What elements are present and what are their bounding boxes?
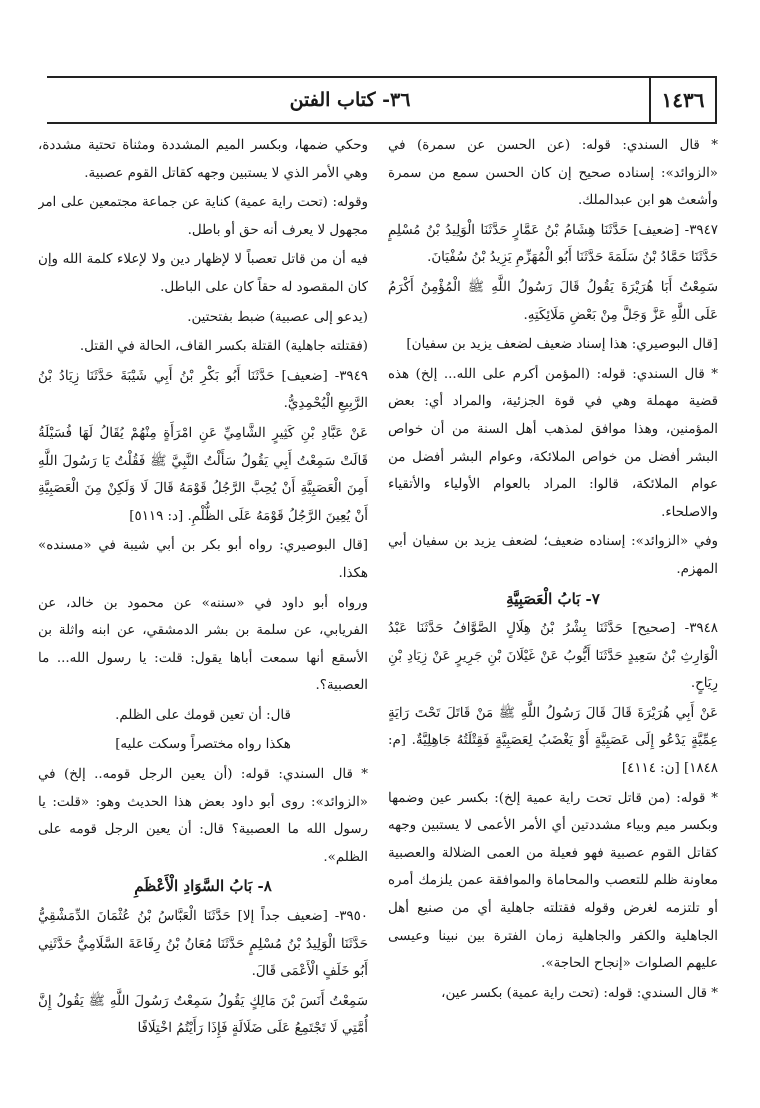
hadith-matn: سَمِعْتُ أَنَسَ بْنَ مَالِكٍ يَقُولُ سَمِعْتُ رَسُولَ اللَّهِ ﷺ يَقُولُ إِنَّ أُمَّتِي لَا تَجْتَمِعُ عَلَى ضَلَالَةٍ فَإِذَا رَأَيْتُمُ اخْتِلَافًا	[38, 993, 368, 1037]
section-heading: ٧- بَابُ الْعَصَبِيَّةِ	[506, 589, 600, 608]
page-header	[47, 76, 717, 124]
centered-line: هكذا رواه مختصراً وسكت عليه]	[115, 737, 291, 753]
paragraph: وفي «الزوائد»: إسناده ضعيف؛ لضعف يزيد بن سفيان أبي المهزم.	[388, 534, 718, 577]
chapter-title: ٣٦- كتاب الفتن	[289, 89, 411, 111]
paragraph: * قوله: (من قاتل تحت راية عمية إلخ): بكسر عين وضمها وبكسر ميم وبياء مشددتين أي الأمر الأعمى لا يستبين وجهه كقاتل القوم عصبية فهو فعيلة من العمى الضلالة والعصبية معاونة ظلم للتعصب والمحاماة والموافقة عمن يلزمك أمره أو تلتزمه لغرض وقوله فقتلته جاهلية أي من صنيع أهل الجاهلية والكفر والجاهلية زمان الفترة بين نبينا وعيسى عليهم الصلوات «إنجاح الحاجة».	[388, 790, 718, 972]
paragraph: (يدعو إلى عصبية) ضبط بفتحتين.	[187, 309, 368, 325]
left-column	[38, 132, 368, 1102]
hadith-isnad: ٣٩٤٩- [ضعيف] حَدَّثَنَا أَبُو بَكْرِ بْنُ أَبِي شَيْبَةَ حَدَّثَنَا زِيَادُ بْنُ الرَّبِيعِ الْيُحْمِدِيُّ.	[38, 368, 368, 412]
paragraph: [قال البوصيري: هذا إسناد ضعيف لضعف يزيد بن سفيان]	[406, 337, 718, 353]
page-number-box	[649, 78, 717, 122]
paragraph: وحكي ضمها، وبكسر الميم المشددة ومثناة تحتية مشددة، وهي الأمر الذي لا يستبين وجهه كقاتل القوم عصبية.	[38, 138, 368, 181]
paragraph: * قال السندي: قوله: (تحت راية عمية) بكسر عين،	[441, 985, 718, 1001]
paragraph: * قال السندي: قوله: (أن يعين الرجل قومه.. إلخ) في «الزوائد»: روى أبو داود بعض هذا الحديث وهو: «قلت: يا رسول الله ما العصبية؟ قال: أن يعين الرجل قومه على الظلم».	[38, 767, 368, 865]
section-heading: ٨- بَابُ السَّوَادِ الْأَعْظَمِ	[134, 877, 272, 896]
hadith-matn: عَنْ أَبِي هُرَيْرَةَ قَالَ قَالَ رَسُولُ اللَّهِ ﷺ مَنْ قَاتَلَ تَحْتَ رَايَةٍ عِمِّيَّةٍ يَدْعُو إِلَى عَصَبِيَّةٍ أَوْ يَغْضَبُ لِعَصَبِيَّةٍ فَقِتْلَتُهُ جَاهِلِيَّةٌ. [م: ١٨٤٨] [ن: ٤١١٤]	[388, 705, 718, 777]
paragraph: [قال البوصيري: رواه أبو بكر بن أبي شيبة في «مسنده» هكذا.	[38, 538, 368, 581]
hadith-isnad: ٣٩٤٨- [صحيح] حَدَّثَنَا بِشْرُ بْنُ هِلَالٍ الصَّوَّافُ حَدَّثَنَا عَبْدُ الْوَارِثِ بْنُ سَعِيدٍ حَدَّثَنَا أَيُّوبُ عَنْ غَيْلَانَ بْنِ جَرِيرٍ عَنْ زِيَادِ بْنِ رِيَاحٍ.	[388, 621, 718, 692]
paragraph: (فقتلته جاهلية) القتلة بكسر القاف، الحالة في القتل.	[79, 339, 368, 355]
centered-line: قال: أن تعين قومك على الظلم.	[115, 707, 291, 723]
paragraph: وقوله: (تحت راية عمية) كناية عن جماعة مجتمعين على امر مجهول لا يعرف أنه حق أو باطل.	[38, 195, 368, 238]
paragraph: * قال السندي: قوله: (المؤمن أكرم على الله... إلخ) هذه قضية مهملة وهي في قوة الجزئية، والمراد أي: بعض المؤمنين، وهذا موافق لمذهب أهل السنة من أن خواص البشر أفضل من خواص الملائكة، وعوام البشر أفضل من عوام الملائكة، قالوا: المراد بالعوام الأولياء والأتقياء والاصلحاء.	[388, 366, 718, 520]
paragraph: * قال السندي: قوله: (عن الحسن عن سمرة) في «الزوائد»: إسناده صحيح إن كان الحسن سمع من سمرة وأشعث هو ابن عبدالملك.	[388, 138, 718, 209]
paragraph: ورواه أبو داود في «سننه» عن محمود بن خالد، عن الفريابي، عن سلمة بن بشر الدمشقي، عن ابنه واثلة بن الأسقع أنها سمعت أباها يقول: قلت: يا رسول الله... ما العصبية؟.	[38, 595, 368, 694]
hadith-matn: سَمِعْتُ أَبَا هُرَيْرَةَ يَقُولُ قَالَ رَسُولُ اللَّهِ ﷺ الْمُؤْمِنُ أَكْرَمُ عَلَى اللَّهِ عَزَّ وَجَلَّ مِنْ بَعْضِ مَلَائِكَتِهِ.	[388, 279, 718, 323]
page-number: ١٤٣٦	[661, 88, 705, 112]
hadith-isnad: ٣٩٥٠- [ضعيف جداً إلا] حَدَّثَنَا الْعَبَّاسُ بْنُ عُثْمَانَ الدِّمَشْقِيُّ حَدَّثَنَا الْوَلِيدُ بْنُ مُسْلِمٍ حَدَّثَنَا مُعَانُ بْنُ رِفَاعَةَ السَّلَامِيُّ حَدَّثَنِي أَبُو خَلَفٍ الْأَعْمَى قَالَ.	[38, 909, 368, 980]
right-column	[388, 132, 718, 1102]
hadith-isnad: ٣٩٤٧- [ضعيف] حَدَّثَنَا هِشَامُ بْنُ عَمَّارٍ حَدَّثَنَا الْوَلِيدُ بْنُ مُسْلِمٍ حَدَّثَنَا حَمَّادُ بْنُ سَلَمَةَ حَدَّثَنَا أَبُو الْمُهَزِّمِ يَزِيدُ بْنُ سُفْيَانَ.	[388, 222, 718, 266]
hadith-matn: عَنْ عَبَّادِ بْنِ كَثِيرٍ الشَّامِيِّ عَنِ امْرَأَةٍ مِنْهُمْ يُقَالُ لَهَا فُسَيْلَةُ قَالَتْ سَمِعْتُ أَبِي يَقُولُ سَأَلْتُ النَّبِيَّ ﷺ فَقُلْتُ يَا رَسُولَ اللَّهِ أَمِنَ الْعَصَبِيَّةِ أَنْ يُحِبَّ الرَّجُلُ قَوْمَهُ قَالَ لَا وَلَكِنْ مِنَ الْعَصَبِيَّةِ أَنْ يُعِينَ الرَّجُلُ قَوْمَهُ عَلَى الظُّلْمِ. [د: ٥١١٩]	[38, 425, 368, 524]
paragraph: فيه أن من قاتل تعصباً لا لإظهار دين ولا لإعلاء كلمة الله وإن كان المقصود له حقاً كان على الباطل.	[38, 252, 368, 295]
